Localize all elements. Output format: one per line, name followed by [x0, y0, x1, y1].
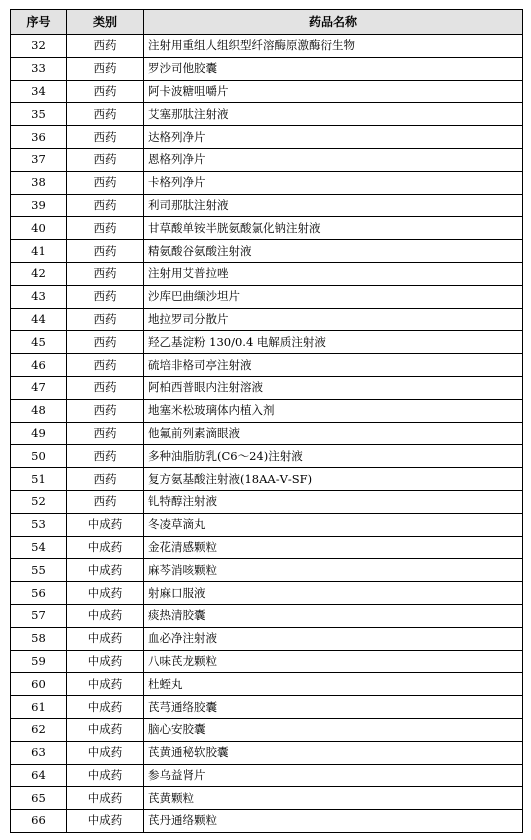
table-row	[11, 285, 523, 308]
cell-drug-name: 脑心安胶囊	[144, 718, 523, 741]
cell-serial-number: 64	[11, 764, 67, 787]
cell-serial-number: 43	[11, 285, 67, 308]
cell-category: 西药	[67, 126, 144, 149]
cell-serial-number: 53	[11, 513, 67, 536]
cell-serial-number: 32	[11, 35, 67, 58]
cell-category: 中成药	[67, 696, 144, 719]
cell-category: 西药	[67, 468, 144, 491]
table-row	[11, 171, 523, 194]
cell-category: 中成药	[67, 764, 144, 787]
cell-drug-name: 注射用艾普拉唑	[144, 262, 523, 285]
table-row	[11, 513, 523, 536]
cell-serial-number: 45	[11, 331, 67, 354]
table-row	[11, 148, 523, 171]
cell-category: 西药	[67, 240, 144, 263]
table-row	[11, 673, 523, 696]
cell-serial-number: 42	[11, 262, 67, 285]
table-row	[11, 331, 523, 354]
cell-serial-number: 40	[11, 217, 67, 240]
cell-serial-number: 35	[11, 103, 67, 126]
cell-category: 西药	[67, 35, 144, 58]
table-row	[11, 536, 523, 559]
cell-drug-name: 阿卡波糖咀嚼片	[144, 80, 523, 103]
table-row	[11, 103, 523, 126]
cell-category: 西药	[67, 376, 144, 399]
table-row	[11, 354, 523, 377]
table-row	[11, 308, 523, 331]
cell-serial-number: 66	[11, 810, 67, 833]
cell-serial-number: 34	[11, 80, 67, 103]
cell-serial-number: 36	[11, 126, 67, 149]
cell-category: 西药	[67, 308, 144, 331]
cell-category: 西药	[67, 57, 144, 80]
header-drug-name: 药品名称	[144, 10, 523, 35]
cell-serial-number: 57	[11, 604, 67, 627]
table-row	[11, 399, 523, 422]
cell-drug-name: 芪黄通秘软胶囊	[144, 741, 523, 764]
cell-category: 中成药	[67, 787, 144, 810]
table-row	[11, 696, 523, 719]
header-serial-number: 序号	[11, 10, 67, 35]
cell-serial-number: 55	[11, 559, 67, 582]
cell-serial-number: 60	[11, 673, 67, 696]
cell-drug-name: 他氟前列素滴眼液	[144, 422, 523, 445]
cell-category: 中成药	[67, 559, 144, 582]
cell-category: 西药	[67, 285, 144, 308]
cell-category: 中成药	[67, 627, 144, 650]
drug-list-table	[10, 9, 523, 833]
cell-drug-name: 硫培非格司亭注射液	[144, 354, 523, 377]
cell-serial-number: 49	[11, 422, 67, 445]
cell-drug-name: 痰热清胶囊	[144, 604, 523, 627]
cell-serial-number: 58	[11, 627, 67, 650]
cell-serial-number: 48	[11, 399, 67, 422]
table-row	[11, 718, 523, 741]
cell-serial-number: 63	[11, 741, 67, 764]
cell-serial-number: 54	[11, 536, 67, 559]
cell-serial-number: 47	[11, 376, 67, 399]
cell-drug-name: 卡格列净片	[144, 171, 523, 194]
table-row	[11, 262, 523, 285]
cell-serial-number: 38	[11, 171, 67, 194]
cell-category: 西药	[67, 80, 144, 103]
table-row	[11, 445, 523, 468]
cell-serial-number: 46	[11, 354, 67, 377]
table-row	[11, 57, 523, 80]
cell-category: 西药	[67, 445, 144, 468]
cell-category: 西药	[67, 217, 144, 240]
table-row	[11, 422, 523, 445]
cell-drug-name: 沙库巴曲缬沙坦片	[144, 285, 523, 308]
cell-category: 中成药	[67, 650, 144, 673]
table-row	[11, 490, 523, 513]
cell-drug-name: 注射用重组人组织型纤溶酶原激酶衍生物	[144, 35, 523, 58]
cell-category: 西药	[67, 171, 144, 194]
cell-serial-number: 61	[11, 696, 67, 719]
cell-category: 中成药	[67, 673, 144, 696]
table-row	[11, 787, 523, 810]
cell-category: 中成药	[67, 810, 144, 833]
cell-category: 西药	[67, 399, 144, 422]
table-row	[11, 582, 523, 605]
cell-category: 中成药	[67, 718, 144, 741]
cell-category: 西药	[67, 490, 144, 513]
cell-drug-name: 地塞米松玻璃体内植入剂	[144, 399, 523, 422]
table-row	[11, 240, 523, 263]
cell-serial-number: 41	[11, 240, 67, 263]
header-category: 类别	[67, 10, 144, 35]
table-row	[11, 217, 523, 240]
table-header-row	[11, 10, 523, 35]
cell-drug-name: 冬凌草滴丸	[144, 513, 523, 536]
cell-drug-name: 杜蛭丸	[144, 673, 523, 696]
cell-drug-name: 恩格列净片	[144, 148, 523, 171]
drug-list-sheet	[10, 9, 523, 833]
cell-drug-name: 精氨酸谷氨酸注射液	[144, 240, 523, 263]
cell-serial-number: 56	[11, 582, 67, 605]
cell-drug-name: 血必净注射液	[144, 627, 523, 650]
table-row	[11, 604, 523, 627]
cell-drug-name: 芪黄颗粒	[144, 787, 523, 810]
table-row	[11, 627, 523, 650]
cell-serial-number: 39	[11, 194, 67, 217]
table-body	[11, 35, 523, 833]
cell-serial-number: 52	[11, 490, 67, 513]
cell-category: 中成药	[67, 582, 144, 605]
cell-category: 西药	[67, 354, 144, 377]
table-row	[11, 650, 523, 673]
table-row	[11, 764, 523, 787]
cell-category: 中成药	[67, 536, 144, 559]
cell-drug-name: 多种油脂肪乳(C6～24)注射液	[144, 445, 523, 468]
cell-drug-name: 艾塞那肽注射液	[144, 103, 523, 126]
cell-category: 中成药	[67, 513, 144, 536]
cell-serial-number: 62	[11, 718, 67, 741]
table-row	[11, 194, 523, 217]
cell-drug-name: 甘草酸单铵半胱氨酸氯化钠注射液	[144, 217, 523, 240]
cell-serial-number: 65	[11, 787, 67, 810]
cell-category: 西药	[67, 194, 144, 217]
cell-category: 西药	[67, 262, 144, 285]
cell-category: 西药	[67, 103, 144, 126]
cell-category: 西药	[67, 331, 144, 354]
table-row	[11, 80, 523, 103]
cell-serial-number: 37	[11, 148, 67, 171]
cell-drug-name: 地拉罗司分散片	[144, 308, 523, 331]
cell-drug-name: 金花清感颗粒	[144, 536, 523, 559]
cell-serial-number: 50	[11, 445, 67, 468]
cell-drug-name: 射麻口服液	[144, 582, 523, 605]
cell-serial-number: 51	[11, 468, 67, 491]
cell-category: 中成药	[67, 604, 144, 627]
cell-drug-name: 芪丹通络颗粒	[144, 810, 523, 833]
table-row	[11, 35, 523, 58]
cell-category: 西药	[67, 148, 144, 171]
cell-drug-name: 达格列净片	[144, 126, 523, 149]
cell-drug-name: 罗沙司他胶囊	[144, 57, 523, 80]
cell-drug-name: 羟乙基淀粉 130/0.4 电解质注射液	[144, 331, 523, 354]
table-row	[11, 559, 523, 582]
table-row	[11, 810, 523, 833]
cell-serial-number: 59	[11, 650, 67, 673]
cell-drug-name: 芪芎通络胶囊	[144, 696, 523, 719]
cell-drug-name: 利司那肽注射液	[144, 194, 523, 217]
table-row	[11, 126, 523, 149]
table-row	[11, 468, 523, 491]
cell-drug-name: 钆特醇注射液	[144, 490, 523, 513]
table-row	[11, 741, 523, 764]
cell-category: 西药	[67, 422, 144, 445]
cell-drug-name: 八味芪龙颗粒	[144, 650, 523, 673]
cell-drug-name: 麻芩消咳颗粒	[144, 559, 523, 582]
cell-drug-name: 复方氨基酸注射液(18AA-Ⅴ-SF)	[144, 468, 523, 491]
table-row	[11, 376, 523, 399]
cell-drug-name: 参乌益肾片	[144, 764, 523, 787]
cell-drug-name: 阿柏西普眼内注射溶液	[144, 376, 523, 399]
cell-category: 中成药	[67, 741, 144, 764]
cell-serial-number: 44	[11, 308, 67, 331]
cell-serial-number: 33	[11, 57, 67, 80]
